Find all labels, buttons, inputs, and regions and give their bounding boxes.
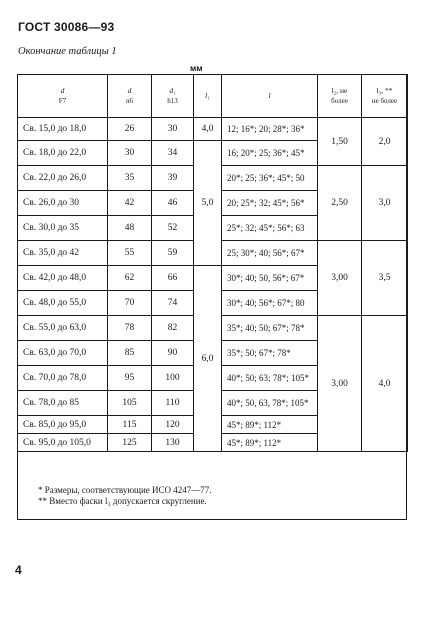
range-cell: Св. 63,0 до 70,0 <box>18 341 108 366</box>
d-cell: 55 <box>108 241 152 266</box>
l3-cell: 4,0 <box>362 316 408 452</box>
table-caption: Окончание таблицы 1 <box>18 46 117 57</box>
d1-cell: 39 <box>152 166 194 191</box>
l-cell: 40*; 50, 63, 78*; 105* <box>222 391 318 416</box>
l1-cell: 5,0 <box>194 141 222 266</box>
d-cell: 78 <box>108 316 152 341</box>
range-cell: Св. 48,0 до 55,0 <box>18 291 108 316</box>
l-cell: 45*; 89*; 112* <box>222 416 318 434</box>
range-cell: Св. 42,0 до 48,0 <box>18 266 108 291</box>
d-cell: 95 <box>108 366 152 391</box>
header-cell: l <box>222 75 318 118</box>
l2-cell: 2,50 <box>318 166 362 241</box>
l-cell: 45*; 89*; 112* <box>222 434 318 452</box>
l2-cell: 1,50 <box>318 118 362 166</box>
d-cell: 48 <box>108 216 152 241</box>
l3-cell: 2,0 <box>362 118 408 166</box>
d-cell: 26 <box>108 118 152 141</box>
l-cell: 25; 30*; 40; 56*; 67* <box>222 241 318 266</box>
d1-cell: 100 <box>152 366 194 391</box>
header-cell: d₁ h13 <box>152 75 194 118</box>
l-cell: 25*; 32; 45*; 56*; 63 <box>222 216 318 241</box>
d1-cell: 130 <box>152 434 194 452</box>
header-cell: d n6 <box>108 75 152 118</box>
l-cell: 30*; 40; 56*; 67*; 80 <box>222 291 318 316</box>
table-row <box>18 118 408 141</box>
range-cell: Св. 30,0 до 35 <box>18 216 108 241</box>
d-cell: 42 <box>108 191 152 216</box>
d-cell: 35 <box>108 166 152 191</box>
d1-cell: 90 <box>152 341 194 366</box>
l-cell: 35*; 40; 50; 67*; 78* <box>222 316 318 341</box>
d-cell: 125 <box>108 434 152 452</box>
header-cell: l₂, не более <box>318 75 362 118</box>
l-cell: 16; 20*; 25; 36*; 45* <box>222 141 318 166</box>
dimensions-table <box>17 74 408 452</box>
l-cell: 12; 16*; 20; 28*; 36* <box>222 118 318 141</box>
range-cell: Св. 55,0 до 63,0 <box>18 316 108 341</box>
d-cell: 115 <box>108 416 152 434</box>
d1-cell: 120 <box>152 416 194 434</box>
d1-cell: 52 <box>152 216 194 241</box>
d1-cell: 82 <box>152 316 194 341</box>
l2-cell: 3,00 <box>318 241 362 316</box>
range-cell: Св. 95,0 до 105,0 <box>18 434 108 452</box>
range-cell: Св. 35,0 до 42 <box>18 241 108 266</box>
range-cell: Св. 18,0 до 22,0 <box>18 141 108 166</box>
d-cell: 30 <box>108 141 152 166</box>
l-cell: 30*; 40; 50, 56*; 67* <box>222 266 318 291</box>
header-cell: l₁ <box>194 75 222 118</box>
l-cell: 40*; 50; 63; 78*; 105* <box>222 366 318 391</box>
l1-cell: 4,0 <box>194 118 222 141</box>
d-cell: 85 <box>108 341 152 366</box>
l-cell: 20*; 25; 36*; 45*; 50 <box>222 166 318 191</box>
l-cell: 20; 25*; 32; 45*; 56* <box>222 191 318 216</box>
range-cell: Св. 15,0 до 18,0 <box>18 118 108 141</box>
l1-cell: 6,0 <box>194 266 222 452</box>
d1-cell: 74 <box>152 291 194 316</box>
d1-cell: 30 <box>152 118 194 141</box>
range-cell: Св. 26,0 до 30 <box>18 191 108 216</box>
header-cell: d F7 <box>18 75 108 118</box>
range-cell: Св. 70,0 до 78,0 <box>18 366 108 391</box>
l-cell: 35*; 50; 67*; 78* <box>222 341 318 366</box>
d-cell: 62 <box>108 266 152 291</box>
header-cell: l₃, ** не более <box>362 75 408 118</box>
range-cell: Св. 22,0 до 26,0 <box>18 166 108 191</box>
range-cell: Св. 78,0 до 85 <box>18 391 108 416</box>
d1-cell: 46 <box>152 191 194 216</box>
l3-cell: 3,0 <box>362 166 408 241</box>
l3-cell: 3,5 <box>362 241 408 316</box>
table-header-row <box>18 75 408 118</box>
footnote-iso: * Размеры, соответствующие ИСО 4247—77. <box>38 485 212 495</box>
d1-cell: 66 <box>152 266 194 291</box>
d-cell: 70 <box>108 291 152 316</box>
unit-label: мм <box>190 63 203 73</box>
l2-cell: 3,00 <box>318 316 362 452</box>
d1-cell: 34 <box>152 141 194 166</box>
range-cell: Св. 85,0 до 95,0 <box>18 416 108 434</box>
footnote-rounding: ** Вместо фаски l₃ допускается скругление. <box>38 496 207 506</box>
page-number: 4 <box>15 563 22 577</box>
d-cell: 105 <box>108 391 152 416</box>
standard-number: ГОСТ 30086—93 <box>18 20 115 34</box>
d1-cell: 110 <box>152 391 194 416</box>
d1-cell: 59 <box>152 241 194 266</box>
